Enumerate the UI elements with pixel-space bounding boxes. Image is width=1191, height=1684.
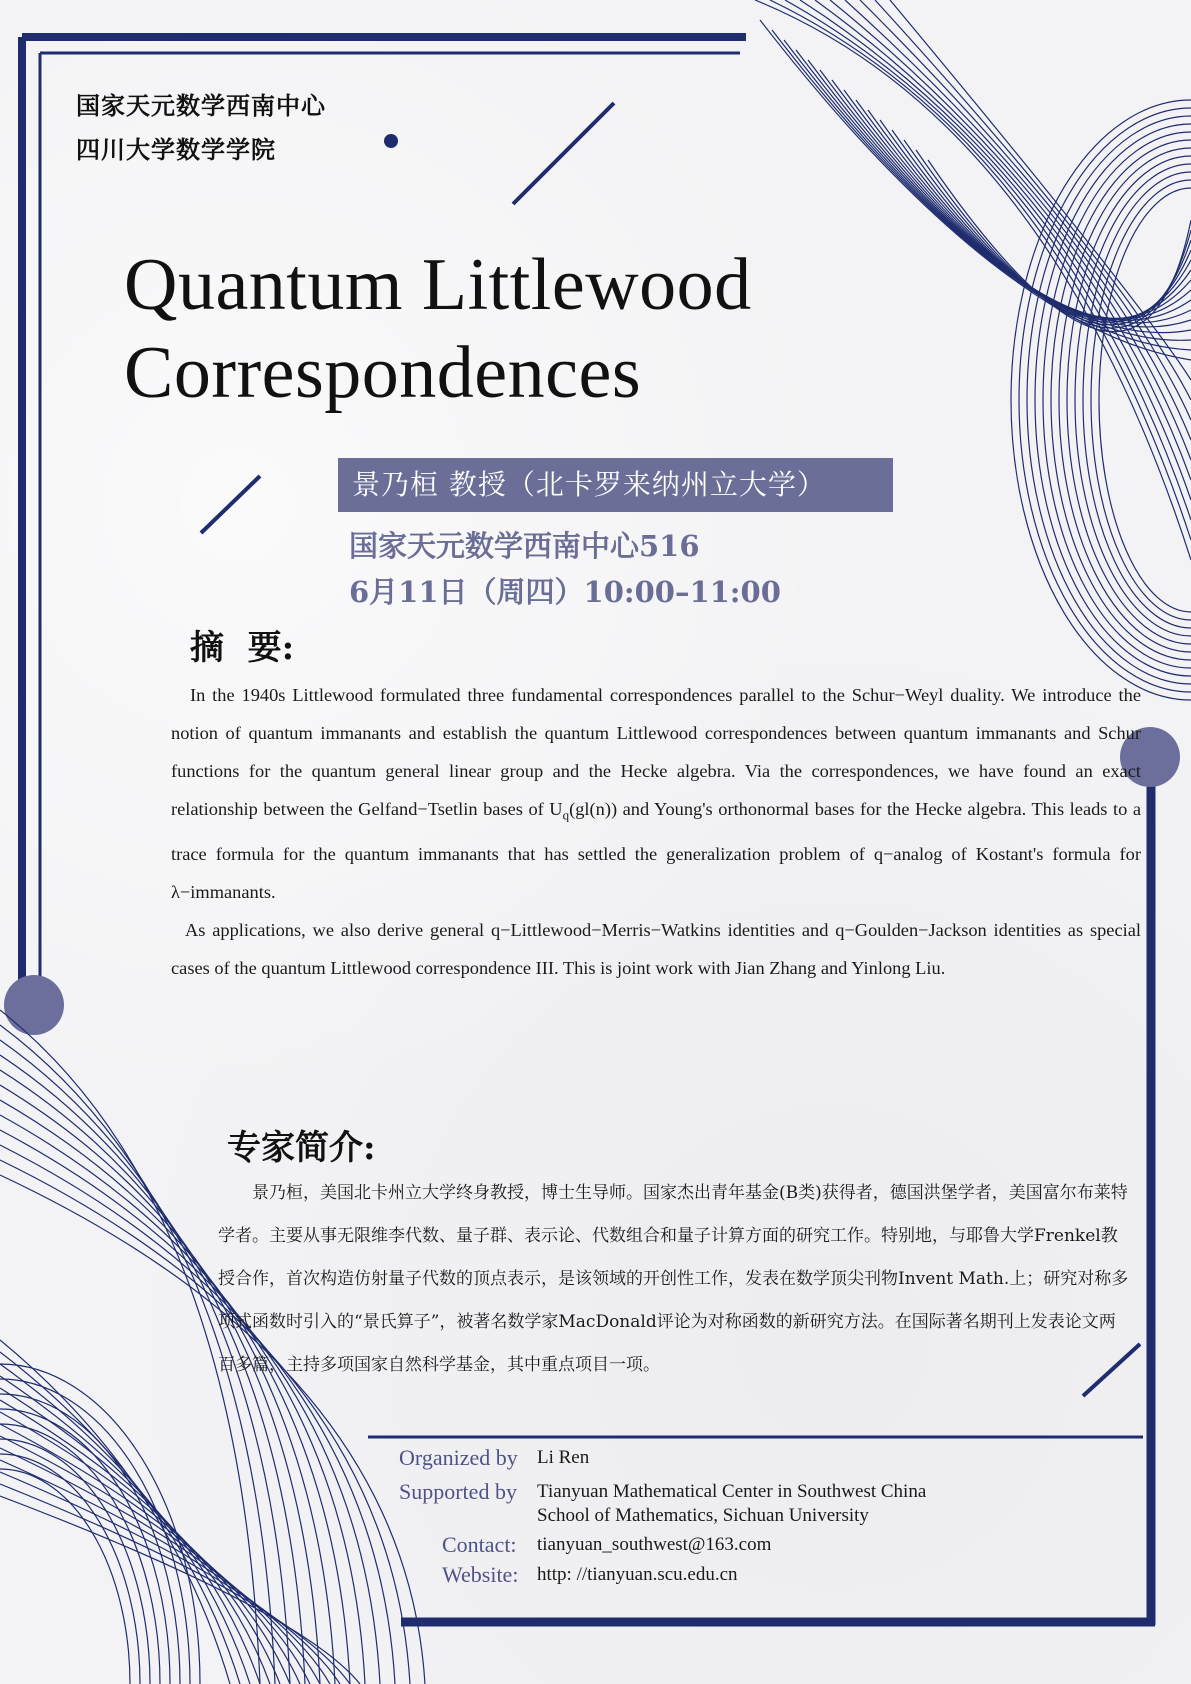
supported-value-2: School of Mathematics, Sichuan University (537, 1505, 869, 1526)
contact-label: Contact: (442, 1532, 517, 1557)
website-label: Website: (442, 1562, 519, 1587)
accent-slash-2 (201, 476, 260, 533)
abstract-p1-text: In the 1940s Littlewood formulated three fundamental correspondences parallel to the Schur−Weyl duality. We introduce the notion of quantum immanants and establish the quantum Littlewood correspondences between quantum immanants and Schur functions for the quantum general linear group and the Hecke algebra. Via the correspondences, we have found an exact relationship between the Gelfand−Tsetlin bases of U (171, 685, 1141, 819)
accent-dot (384, 134, 398, 148)
string-art-rings (1011, 100, 1191, 700)
abstract-body (171, 676, 1141, 987)
talk-title-line-1: Quantum Littlewood (124, 244, 752, 326)
institution-2: 四川大学数学学院 (76, 135, 276, 164)
accent-slash-1 (513, 103, 614, 204)
bio-body (218, 1172, 1130, 1387)
organized-label: Organized by (399, 1445, 518, 1470)
abstract-p1-rest: (gl(n)) and Young's orthonormal bases for the Hecke algebra. This leads to a trace formula for the quantum immanants that has settled the generalization problem of q−analog of Kostant's formula for λ−immanants. (171, 799, 1141, 902)
venue: 国家天元数学西南中心516 (349, 529, 700, 563)
supported-value-1: Tianyuan Mathematical Center in Southwest China (537, 1481, 927, 1502)
frame-circle-left (4, 975, 64, 1035)
institution-1: 国家天元数学西南中心 (76, 91, 326, 120)
supported-label: Supported by (399, 1479, 517, 1504)
organized-value: Li Ren (537, 1447, 590, 1468)
datetime: 6月11日（周四）10:00–11:00 (349, 575, 781, 609)
speaker-banner: 景乃桓 教授（北卡罗来纳州立大学） (338, 458, 893, 512)
bio-heading: 专家简介: (227, 1128, 376, 1168)
abstract-p1-subscript: q (562, 807, 570, 823)
website-link[interactable]: http: //tianyuan.scu.edu.cn (537, 1564, 738, 1585)
talk-title-line-2: Correspondences (124, 332, 642, 414)
abstract-heading: 摘 要: (190, 628, 295, 668)
string-art-rings-bottom (0, 1364, 200, 1684)
abstract-paragraph-1 (171, 676, 1141, 911)
bio-text: 景乃桓，美国北卡州立大学终身教授，博士生导师。国家杰出青年基金(B类)获得者，德国洪堡学者，美国富尔布莱特学者。主要从事无限维李代数、量子群、表示论、代数组合和量子计算方面的研究工作。特别地，与耶鲁大学Frenkel教授合作，首次构造仿射量子代数的顶点表示，是该领域的开创性工作，发表在数学顶尖刊物Invent Math.上；研究对称多项式函数时引入的“景氏算子”，被著名数学家MacDonald评论为对称函数的新研究方法。在国际著名期刊上发表论文两百多篇，主持多项国家自然科学基金，其中重点项目一项。 (218, 1183, 1129, 1375)
abstract-paragraph-2: As applications, we also derive general q−Littlewood−Merris−Watkins identities and q−Goulden−Jackson identities as special cases of the quantum Littlewood correspondence III. This is joint work with Jian Zhang and Yinlong Liu. (171, 919, 1141, 978)
contact-email[interactable]: tianyuan_southwest@163.com (537, 1534, 772, 1555)
